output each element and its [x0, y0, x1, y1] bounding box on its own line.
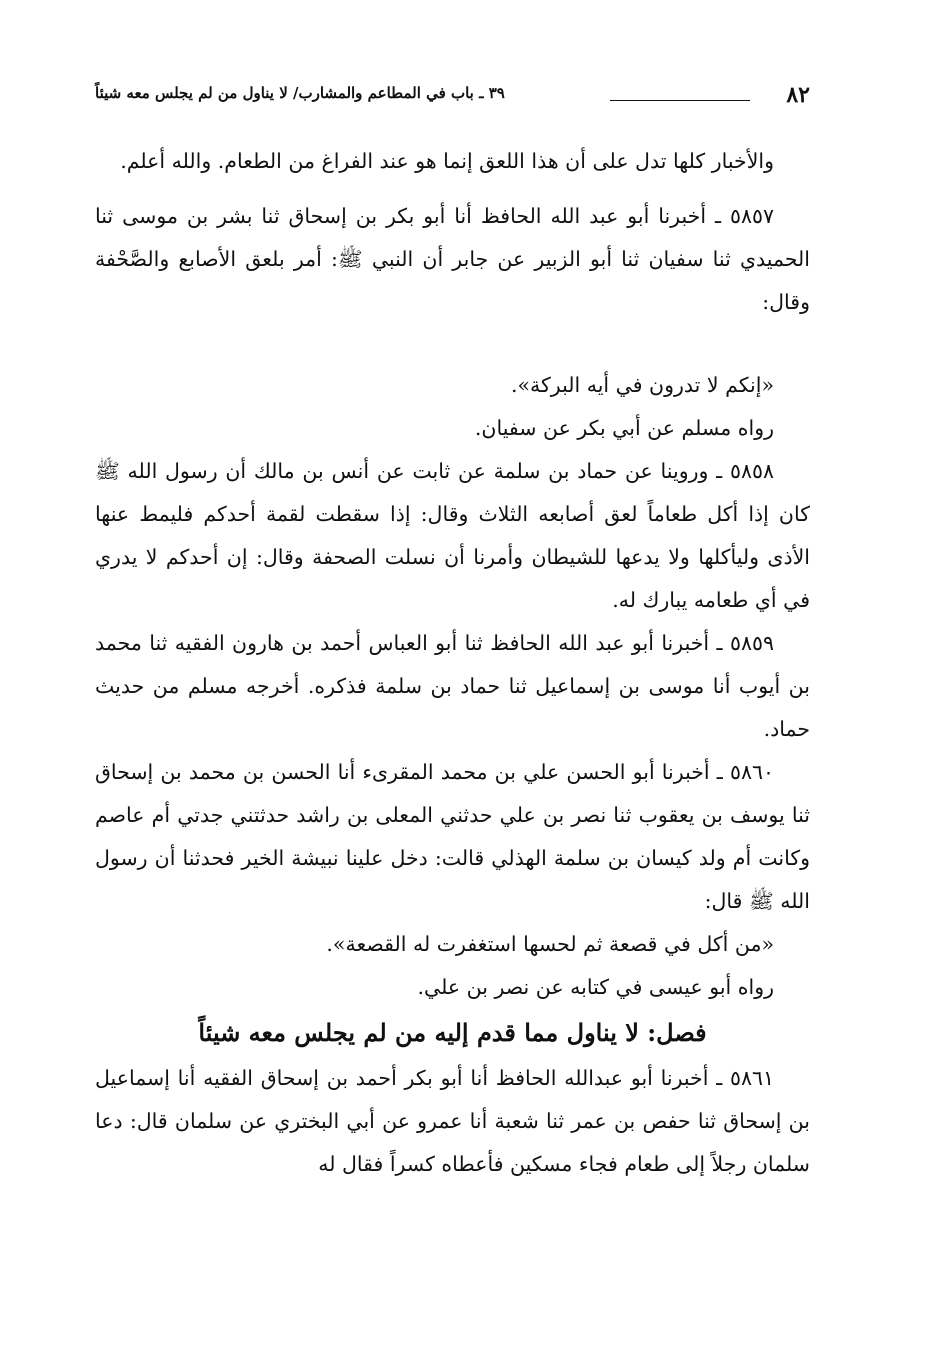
- paragraph-5858: ٥٨٥٨ ـ وروينا عن حماد بن سلمة عن ثابت عن أنس بن مالك أن رسول الله ﷺ كان إذا أكل طعاماً لعق أصابعه الثلاث وقال: إذا سقطت لقمة أحدكم فليمط عنها الأذى وليأكلها ولا يدعها للشيطان وأمرنا أن نسلت الصحفة وقال: إن أحدكم لا يدري في أي طعامه يبارك له.: [95, 459, 810, 612]
- page-header: [95, 82, 810, 118]
- paragraph-intro: والأخبار كلها تدل على أن هذا اللعق إنما هو عند الفراغ من الطعام. والله أعلم.: [120, 149, 774, 173]
- paragraph-5859: ٥٨٥٩ ـ أخبرنا أبو عبد الله الحافظ ثنا أبو العباس أحمد بن هارون الفقيه ثنا محمد بن أيوب أنا موسى بن إسماعيل ثنا حماد بن سلمة فذكره. أخرجه مسلم من حديث حماد.: [95, 631, 810, 741]
- hadith-quote-5860: «من أكل في قصعة ثم لحسها استغفرت له القصعة».: [326, 932, 774, 956]
- section-heading: فصل: لا يناول مما قدم إليه من لم يجلس معه شيئاً: [198, 1018, 707, 1047]
- hadith-quote-5857: «إنكم لا تدرون في أيه البركة».: [510, 373, 774, 397]
- paragraph-5860: ٥٨٦٠ ـ أخبرنا أبو الحسن علي بن محمد المقرىء أنا الحسن بن محمد بن إسحاق ثنا يوسف بن يعقوب ثنا نصر بن علي حدثني المعلى بن راشد حدثتني جدتي أم عاصم وكانت أم ولد كيسان بن سلمة الهذلي قالت: دخل علينا نبيشة الخير فحدثنا أن رسول الله ﷺ قال:: [95, 760, 810, 913]
- paragraph-5861: ٥٨٦١ ـ أخبرنا أبو عبدالله الحافظ أنا أبو بكر أحمد بن إسحاق الفقيه أنا إسماعيل بن إسحاق ثنا حفص بن عمر ثنا شعبة أنا عمرو عن أبي البختري عن سلمان قال: دعا سلمان رجلاً إلى طعام فجاء مسكين فأعطاه كسراً فقال له: [95, 1066, 810, 1176]
- header-rule: [610, 100, 750, 101]
- running-title: ٣٩ ـ باب في المطاعم والمشارب/ لا يناول من لم يجلس معه شيئاً: [95, 84, 505, 102]
- riwaya-5860: رواه أبو عيسى في كتابه عن نصر بن علي.: [417, 975, 774, 999]
- page-body: [95, 140, 810, 1186]
- page-number: ٨٢: [786, 82, 810, 108]
- riwaya-5857: رواه مسلم عن أبي بكر عن سفيان.: [474, 416, 774, 440]
- paragraph-5857: ٥٨٥٧ ـ أخبرنا أبو عبد الله الحافظ أنا أبو بكر بن إسحاق ثنا بشر بن موسى ثنا الحميدي ثنا سفيان ثنا أبو الزبير عن جابر أن النبي ﷺ: أمر بلعق الأصابع والصَّحْفة وقال:: [95, 204, 810, 314]
